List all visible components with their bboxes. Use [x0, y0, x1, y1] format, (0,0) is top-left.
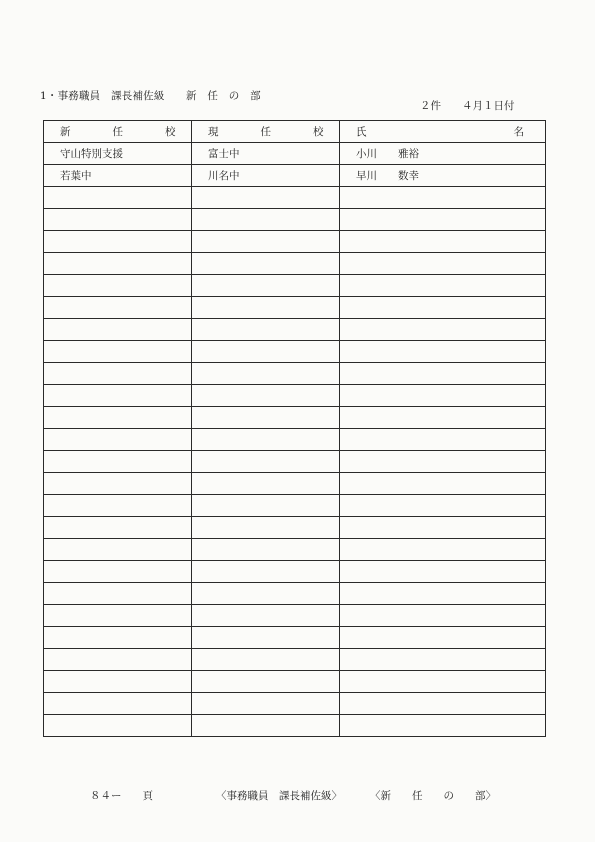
cell-name [340, 341, 546, 363]
cell-new-school [44, 627, 192, 649]
cell-current-school [192, 473, 340, 495]
cell-name [340, 627, 546, 649]
cell-name [340, 275, 546, 297]
cell-current-school [192, 649, 340, 671]
cell-current-school [192, 583, 340, 605]
cell-current-school: 富士中 [192, 143, 340, 165]
table-row [44, 319, 546, 341]
cell-current-school: 川名中 [192, 165, 340, 187]
cell-current-school [192, 297, 340, 319]
date-label: ２件 ４月１日付 [420, 100, 515, 112]
cell-name [340, 473, 546, 495]
table-row [44, 583, 546, 605]
cell-new-school [44, 407, 192, 429]
table-row [44, 297, 546, 319]
cell-current-school [192, 715, 340, 737]
page-heading: 1・事務職員 課長補佐級 新 任 の 部 [40, 90, 261, 102]
cell-current-school [192, 385, 340, 407]
cell-name [340, 187, 546, 209]
cell-new-school [44, 209, 192, 231]
table-row [44, 627, 546, 649]
table-row [44, 341, 546, 363]
cell-new-school [44, 385, 192, 407]
table-row [44, 451, 546, 473]
table-row [44, 429, 546, 451]
cell-new-school [44, 539, 192, 561]
cell-new-school [44, 473, 192, 495]
cell-name [340, 363, 546, 385]
cell-new-school [44, 561, 192, 583]
table-row [44, 385, 546, 407]
cell-current-school [192, 341, 340, 363]
table-row [44, 231, 546, 253]
table-row [44, 209, 546, 231]
table-row [44, 407, 546, 429]
table-row [44, 539, 546, 561]
table-row [44, 495, 546, 517]
cell-name [340, 539, 546, 561]
cell-current-school [192, 231, 340, 253]
cell-name: 小川 雅裕 [340, 143, 546, 165]
cell-current-school [192, 495, 340, 517]
cell-new-school [44, 429, 192, 451]
cell-current-school [192, 605, 340, 627]
cell-name [340, 517, 546, 539]
cell-new-school [44, 583, 192, 605]
cell-current-school [192, 407, 340, 429]
cell-current-school [192, 517, 340, 539]
cell-name [340, 495, 546, 517]
cell-current-school [192, 627, 340, 649]
cell-current-school [192, 209, 340, 231]
cell-name [340, 231, 546, 253]
header-name: 氏 名 [340, 121, 546, 143]
cell-current-school [192, 451, 340, 473]
cell-current-school [192, 253, 340, 275]
header-current-school: 現 任 校 [192, 121, 340, 143]
cell-new-school [44, 253, 192, 275]
footer-section: 〈新 任 の 部〉 [370, 790, 496, 802]
table-row [44, 143, 546, 165]
cell-current-school [192, 539, 340, 561]
header-new-school: 新 任 校 [44, 121, 192, 143]
table-row [44, 165, 546, 187]
cell-new-school: 守山特別支援 [44, 143, 192, 165]
table-row [44, 715, 546, 737]
cell-new-school [44, 341, 192, 363]
cell-name [340, 319, 546, 341]
table-row [44, 605, 546, 627]
table-row [44, 275, 546, 297]
cell-new-school [44, 319, 192, 341]
table-row [44, 561, 546, 583]
cell-new-school [44, 649, 192, 671]
cell-current-school [192, 561, 340, 583]
cell-name [340, 297, 546, 319]
cell-new-school [44, 715, 192, 737]
cell-new-school [44, 297, 192, 319]
table-header-row [44, 121, 546, 143]
cell-new-school [44, 693, 192, 715]
table-row [44, 253, 546, 275]
cell-name [340, 583, 546, 605]
table-row [44, 671, 546, 693]
cell-name [340, 407, 546, 429]
cell-new-school: 若葉中 [44, 165, 192, 187]
cell-new-school [44, 187, 192, 209]
cell-name [340, 715, 546, 737]
cell-new-school [44, 517, 192, 539]
cell-new-school [44, 363, 192, 385]
cell-current-school [192, 693, 340, 715]
cell-new-school [44, 605, 192, 627]
cell-current-school [192, 319, 340, 341]
table-row [44, 363, 546, 385]
table-row [44, 693, 546, 715]
appointment-table [43, 120, 546, 737]
cell-name [340, 605, 546, 627]
cell-name [340, 253, 546, 275]
cell-name [340, 451, 546, 473]
cell-current-school [192, 429, 340, 451]
cell-name [340, 429, 546, 451]
cell-name: 早川 数幸 [340, 165, 546, 187]
footer-category: 〈事務職員 課長補佐級〉 [216, 790, 342, 802]
cell-name [340, 385, 546, 407]
table-row [44, 517, 546, 539]
cell-new-school [44, 231, 192, 253]
cell-name [340, 693, 546, 715]
table-row [44, 649, 546, 671]
cell-current-school [192, 187, 340, 209]
cell-new-school [44, 671, 192, 693]
cell-new-school [44, 275, 192, 297]
cell-current-school [192, 363, 340, 385]
footer-page-number: ８４ー 頁 [90, 790, 153, 802]
table-row [44, 473, 546, 495]
table-row [44, 187, 546, 209]
cell-name [340, 649, 546, 671]
cell-new-school [44, 451, 192, 473]
cell-current-school [192, 275, 340, 297]
cell-name [340, 671, 546, 693]
cell-name [340, 561, 546, 583]
cell-new-school [44, 495, 192, 517]
cell-name [340, 209, 546, 231]
cell-current-school [192, 671, 340, 693]
